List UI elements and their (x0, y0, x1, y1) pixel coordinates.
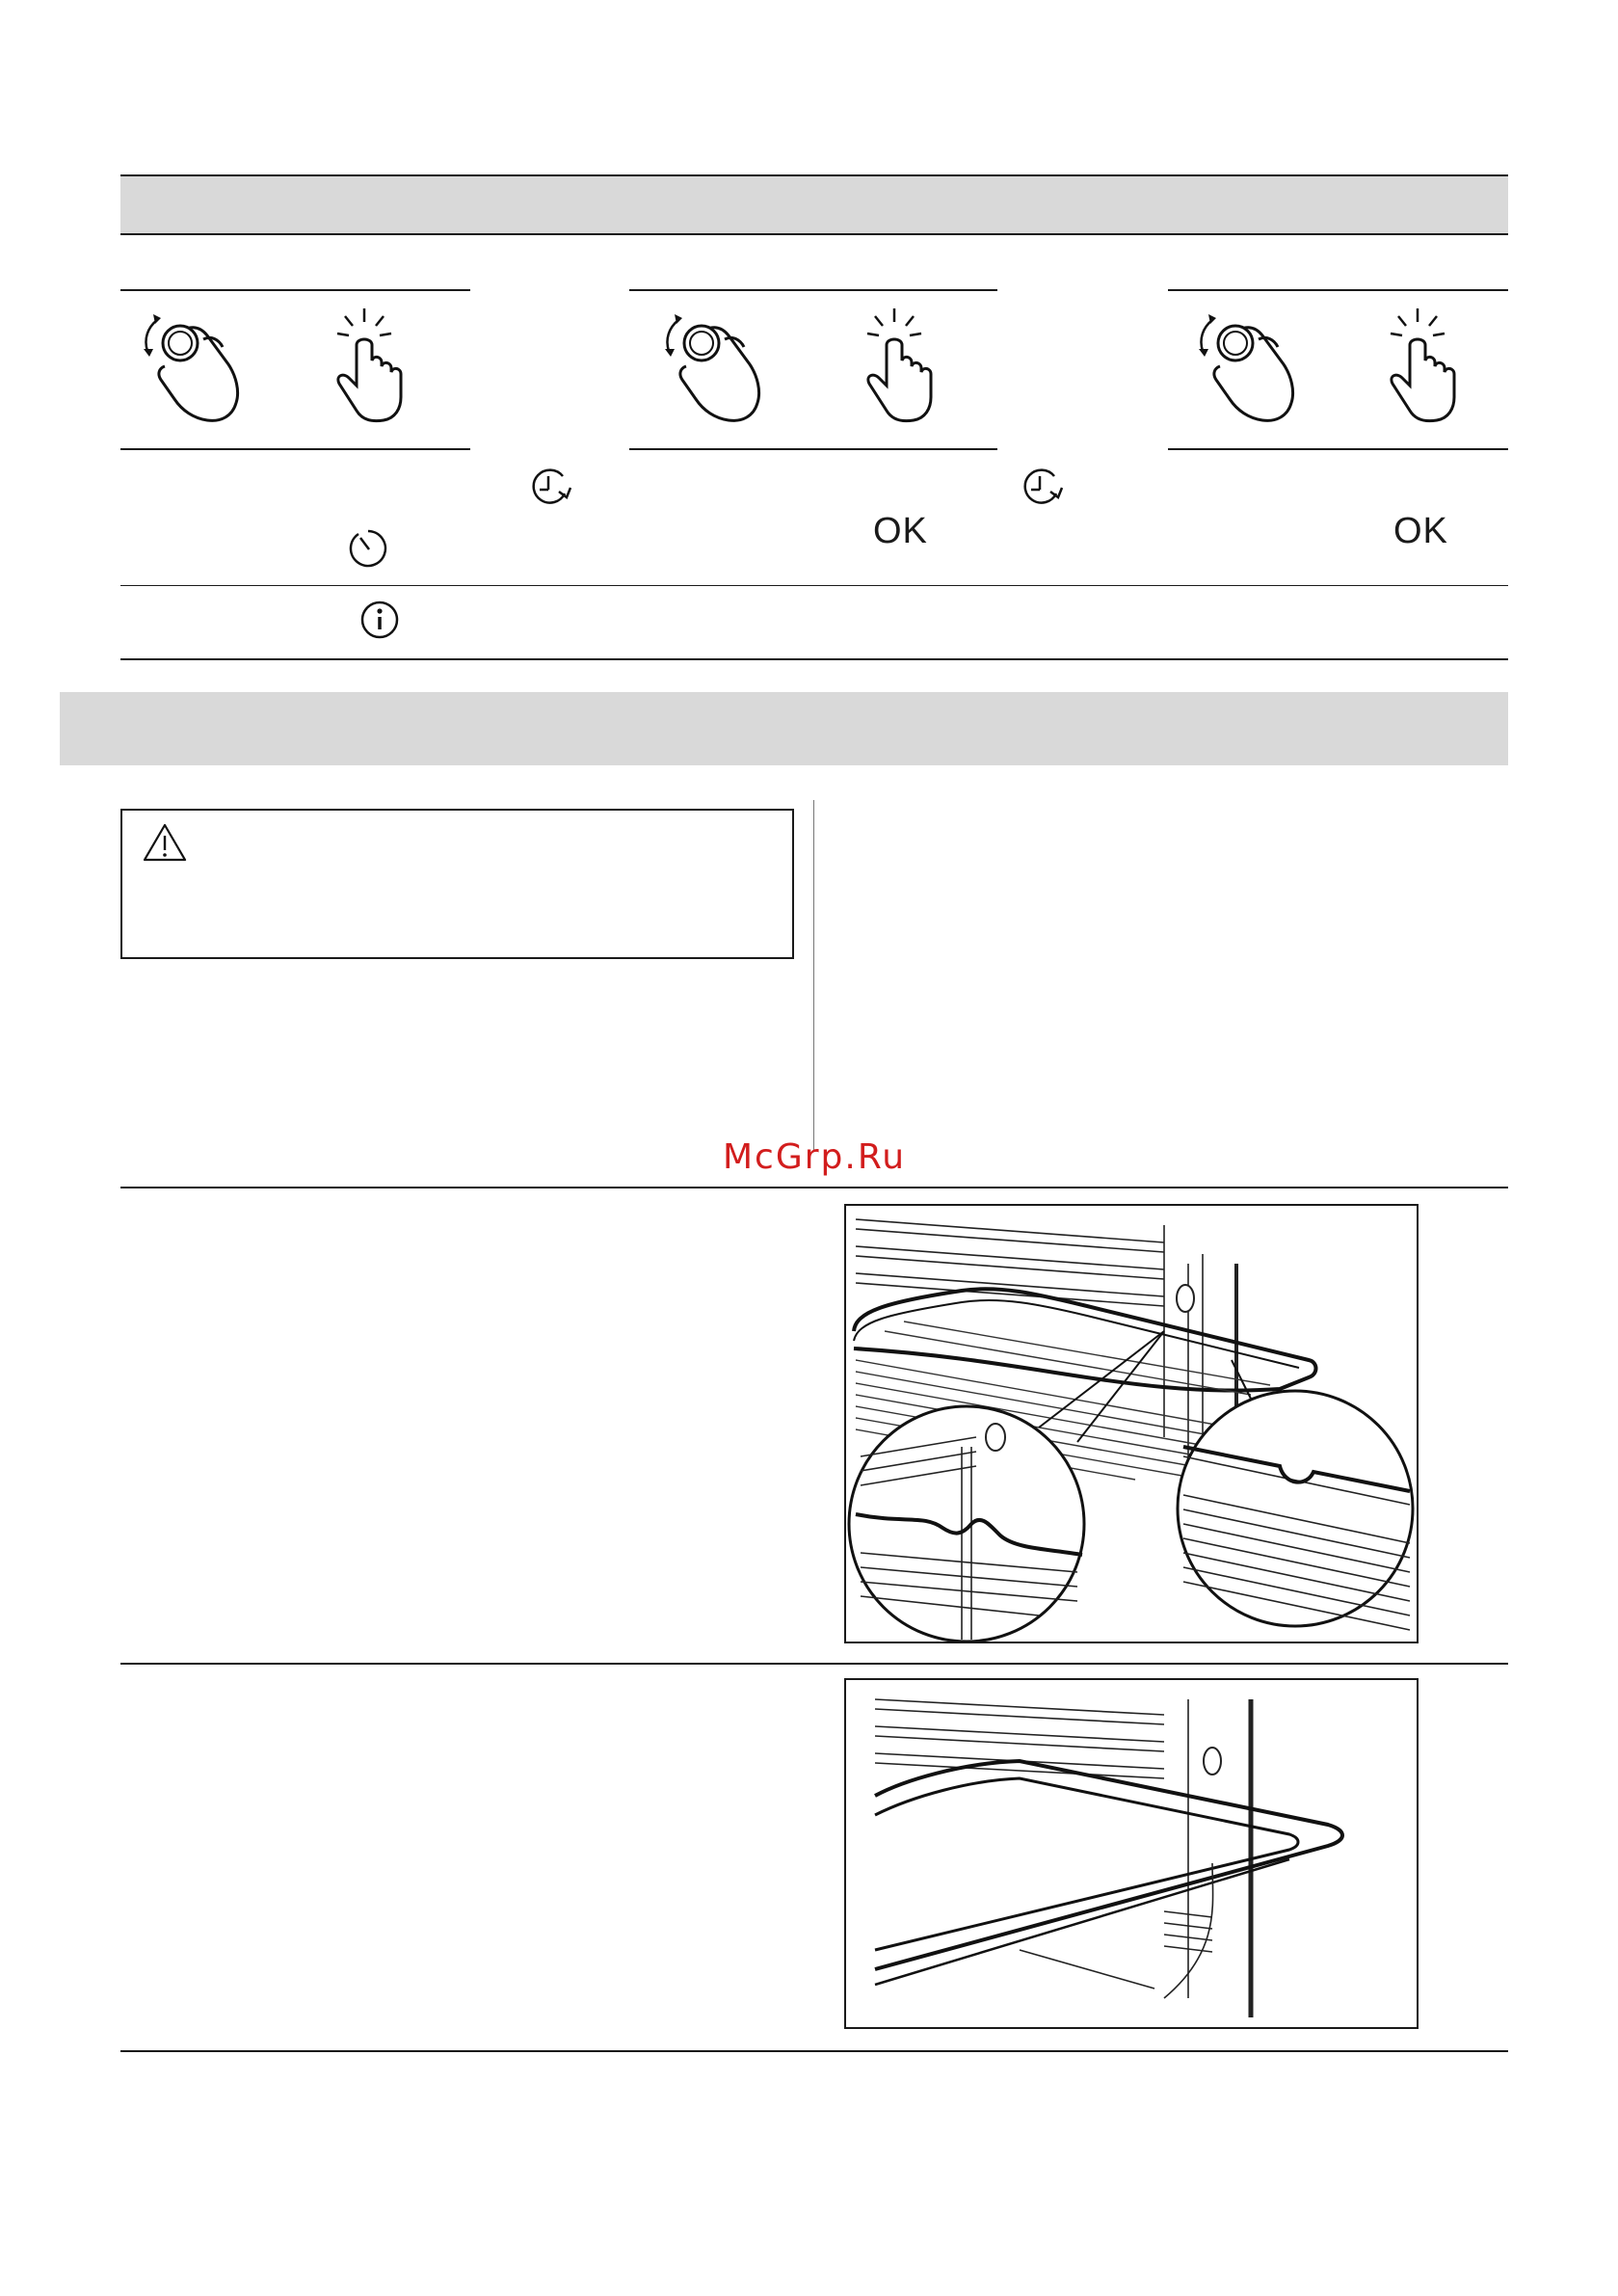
table-header-top-rule (120, 174, 1508, 176)
info-icon (359, 600, 400, 640)
shelf-illustration (844, 1204, 1419, 1643)
rotate-knob-hand-icon (1195, 307, 1301, 424)
column-divider (813, 800, 814, 1152)
step-group-2-bottom-rule (629, 448, 997, 450)
step-group-3-bottom-rule (1168, 448, 1508, 450)
wire-shelf-diagram (846, 1206, 1417, 1642)
rotate-knob-hand-icon (661, 307, 767, 424)
figure-1-top-rule (120, 1187, 1508, 1188)
warning-triangle-icon (142, 822, 188, 863)
baking-tray-diagram (846, 1680, 1417, 2027)
watermark-text: McGrp.Ru (723, 1137, 907, 1177)
table-header-band (120, 175, 1508, 233)
rotate-knob-hand-icon (140, 307, 246, 424)
step-group-1-bottom-rule (120, 448, 470, 450)
step-group-2-top-rule (629, 289, 997, 291)
step-group-3-top-rule (1168, 289, 1508, 291)
warning-box (120, 809, 794, 959)
touch-hand-icon (1383, 307, 1460, 426)
touch-hand-icon (860, 307, 937, 426)
timer-icon (347, 526, 391, 571)
section-title-band (60, 692, 1508, 765)
table-header-bottom-rule (120, 233, 1508, 235)
clock-function-icon (528, 465, 572, 509)
touch-hand-icon (330, 307, 407, 426)
tray-illustration (844, 1678, 1419, 2029)
info-row-top-rule (120, 585, 1508, 586)
figure-2-bottom-rule (120, 2050, 1508, 2052)
figure-2-top-rule (120, 1663, 1508, 1665)
info-row-bottom-rule (120, 658, 1508, 660)
step-group-1-top-rule (120, 289, 470, 291)
clock-function-icon (1020, 465, 1064, 509)
ok-button-label: OK (1393, 511, 1448, 551)
ok-button-label: OK (873, 511, 928, 551)
